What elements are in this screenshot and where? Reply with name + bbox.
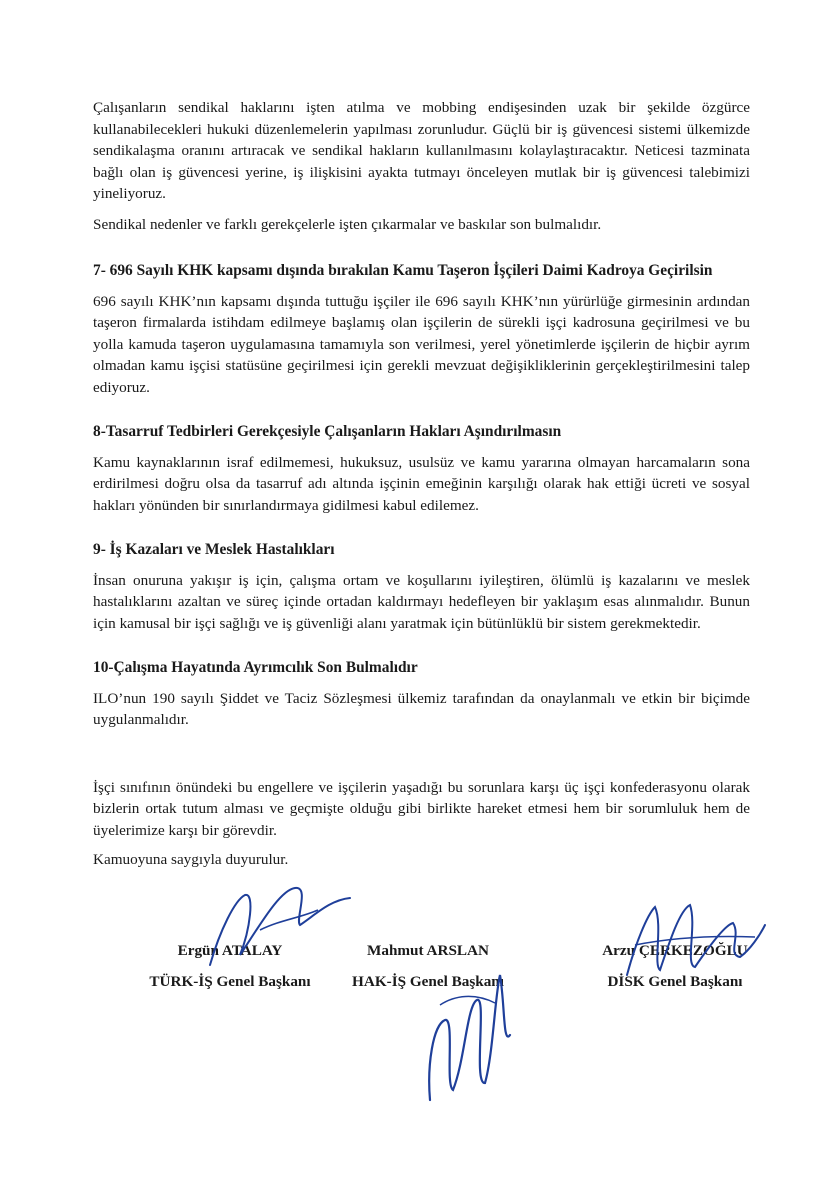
signatory-title: DİSK Genel Başkanı [607,973,743,990]
signatory-title: HAK-İŞ Genel Başkanı [352,973,504,990]
signatory-name: Arzu ÇERKEZOĞLU [602,942,748,959]
signatory-hak-is [318,935,538,997]
signatory-name: Ergün ATALAY [177,942,283,959]
section-heading-8: 8-Tasarruf Tedbirleri Gerekçesiyle Çalışanların Hakları Aşındırılmasın [93,423,562,440]
section-heading-9: 9- İş Kazaları ve Meslek Hastalıkları [93,541,335,558]
section-body-9: İnsan onuruna yakışır iş için, çalışma ortam ve koşullarını iyileştiren, ölümlü iş kazalarını ve meslek hastalıklarını azaltan ve süreç içinde ortadan kaldırmayı hedefleyen bir yaklaşım esas alınmalıdır. Bunun için kamusal bir işçi sağlığı ve iş güvenliği alanı yaratmak için bütünlüklü bir sistem gerekmektedir. [93,571,750,632]
section-body-7: 696 sayılı KHK’nın kapsamı dışında tuttuğu işçiler ile 696 sayılı KHK’nın yürürlüğe girmesinin ardından taşeron firmalarda istihdam edilmeye başlamış olan işçilerin de sürekli işçi kadrosuna geçirilmesi ve bu yolla kamuda taşeron uygulamasına tamamıyla son verilmesi, yerel yönetimlerde işçilerin de hiçbir ayrım olmadan kamu işçisi statüsüne geçirilmesi için gerekli mevzuat değişikliklerinin gerçekleştirilmesini talep ediyoruz. [93,292,750,396]
section-body-8: Kamu kaynaklarının israf edilmemesi, hukuksuz, usulsüz ve kamu yararına olmayan harcamaların sona erdirilmesi doğru olsa da tasarruf adı altında işçinin emeğinin karşılığı olarak hak ettiği ücreti ve sosyal hakları yönünden bir sınırlandırmaya gidilmesi kabul edilemez. [93,453,750,514]
signatory-name: Mahmut ARSLAN [367,942,489,959]
document-body [93,97,750,871]
section-heading-10: 10-Çalışma Hayatında Ayrımcılık Son Bulmalıdır [93,659,418,676]
signatory-title: TÜRK-İŞ Genel Başkanı [149,973,311,990]
signatory-disk [555,935,795,997]
closing-line: Kamuoyuna saygıyla duyurulur. [93,851,289,868]
section-body-10: ILO’nun 190 sayılı Şiddet ve Taciz Sözleşmesi ülkemiz tarafından da onaylanmalı ve etkin bir biçimde uygulanmalıdır. [93,689,750,728]
section-heading-7: 7- 696 Sayılı KHK kapsamı dışında bırakılan Kamu Taşeron İşçileri Daimi Kadroya Geçirilsin [93,262,713,279]
paragraph-union-dismissals: Sendikal nedenler ve farklı gerekçelerle işten çıkarmalar ve baskılar son bulmalıdır. [93,215,602,233]
paragraph-job-security: Çalışanların sendikal haklarını işten atılma ve mobbing endişesinden uzak bir şekilde özgürce kullanabilecekleri hukuki düzenlemelerin yapılması zorunludur. Güçlü bir iş güvencesi sistemi ülkemizde sendikalaşma oranını artıracak ve sendikal hakların kullanılmasını kolaylaştıracaktır. Neticesi tazminata bağlı olan iş güvencesi yerine, iş ilişkisini ayakta tutmayı önceleyen mutlak bir iş güvencesi talebimizi yineliyoruz. [93,99,750,202]
signature-block [0,935,840,1015]
conclusion-paragraph: İşçi sınıfının önündeki bu engellere ve işçilerin yaşadığı bu sorunlara karşı üç işçi konfederasyonu olarak bizlerin ortak tutum alması ve geçmişte olduğu gibi birlikte hareket etmesi hem bir sorumluluk hem de üyelerimize karşı bir görevdir. [93,778,750,839]
